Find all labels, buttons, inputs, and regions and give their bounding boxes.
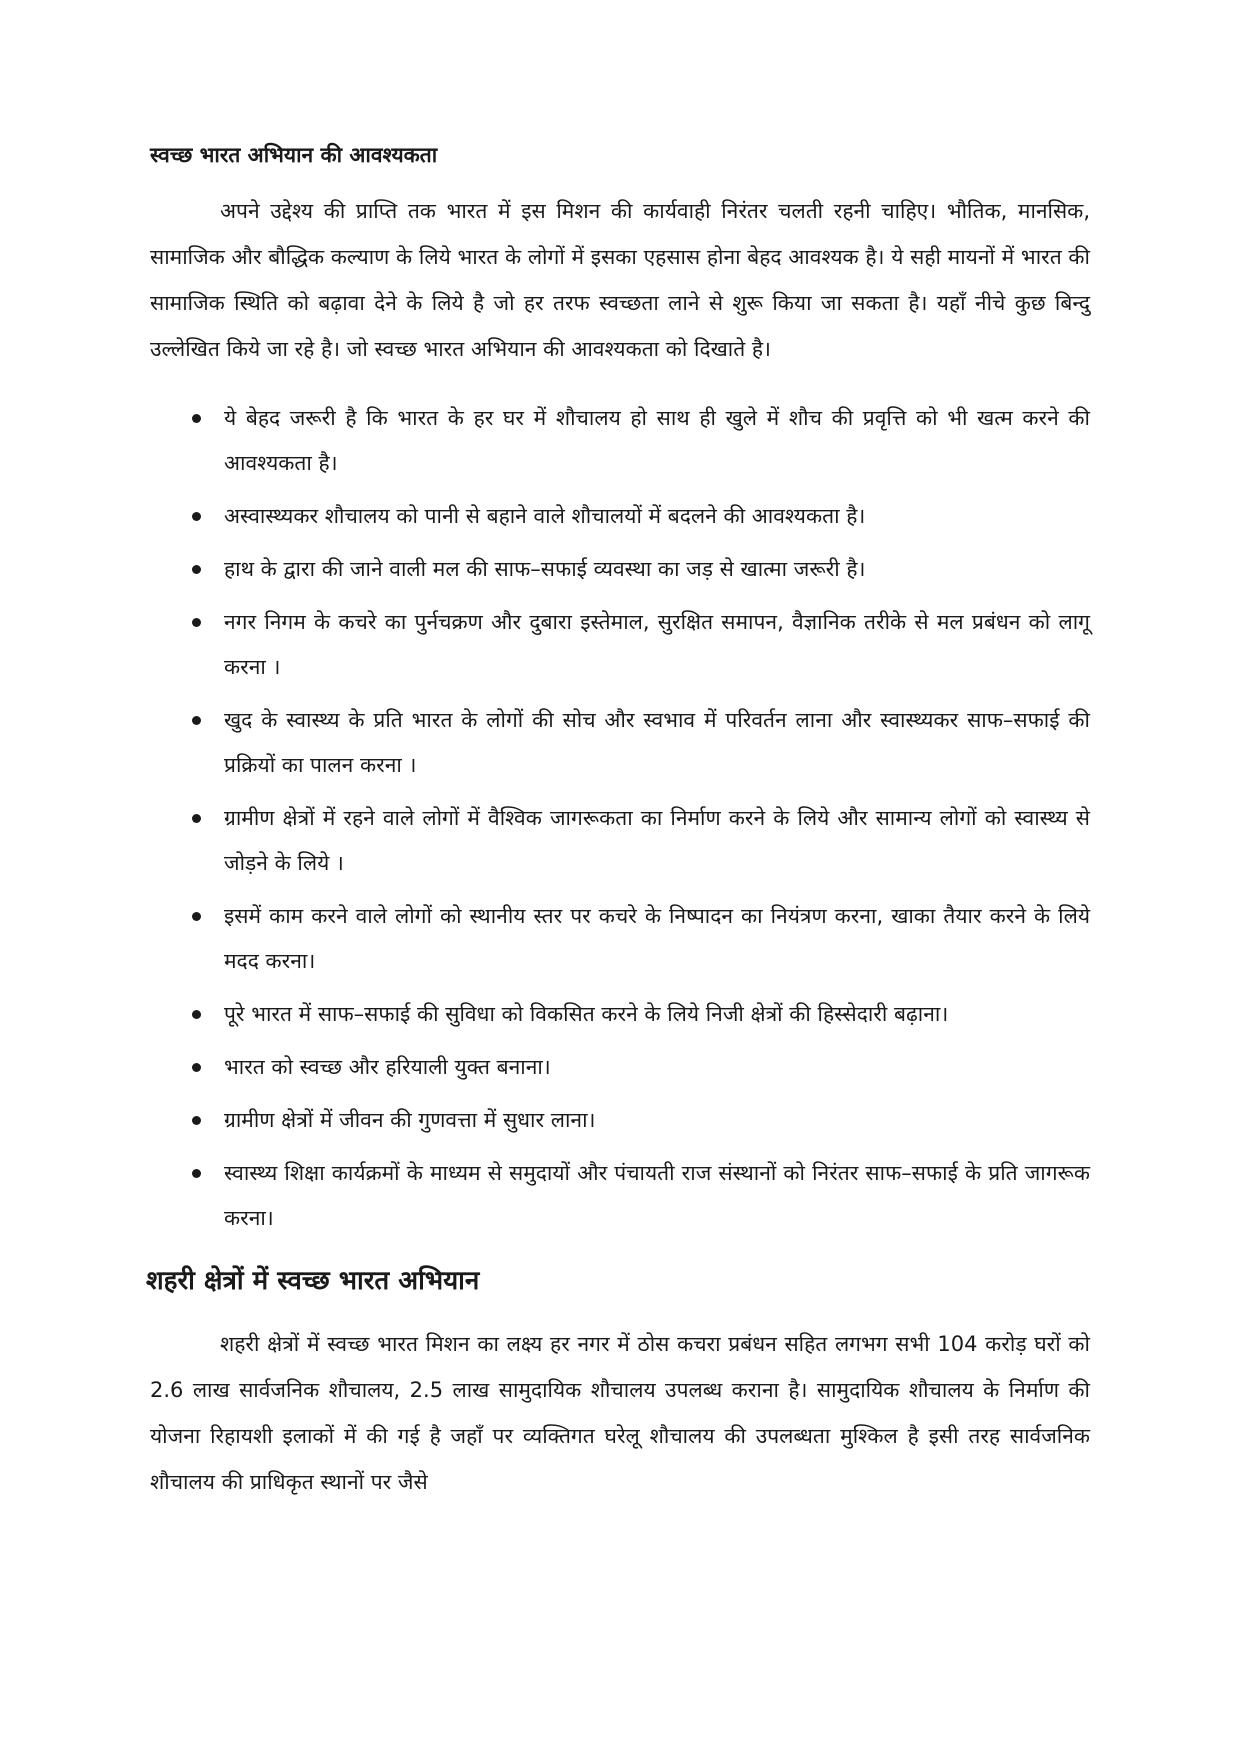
list-item (150, 1151, 1090, 1241)
list-item-text: हाथ के द्वारा की जाने वाली मल की साफ–सफाई व्यवस्था का जड़ से खात्मा जरूरी है। (224, 557, 866, 581)
document-page (146, 140, 1090, 1505)
list-item (150, 1098, 1090, 1143)
list-item-text: नगर निगम के कचरे का पुर्नचक्रण और दुबारा इस्तेमाल, सुरक्षित समापन, वैज्ञानिक तरीके से मल प्रबंधन को लागू करना । (224, 610, 1090, 679)
list-item (150, 894, 1090, 984)
intro-paragraph: अपने उद्देश्य की प्राप्ति तक भारत में इस मिशन की कार्यवाही निरंतर चलती रहनी चाहिए। भौतिक, मानसिक, सामाजिक और बौद्धिक कल्याण के लिये भारत के लोगों में इसका एहसास होना बेहद आवश्यक है। ये सही मायनों में भारत की सामाजिक स्थिति को बढ़ावा देने के लिये है जो हर तरफ स्वच्छता लाने से शुरू किया जा सकता है। यहाँ नीचे कुछ बिन्दु उल्लेखित किये जा रहे है। जो स्वच्छ भारत अभियान की आवश्यकता को दिखाते है। (150, 199, 1090, 361)
list-item-text: ग्रामीण क्षेत्रों में रहने वाले लोगों में वैश्विक जागरूकता का निर्माण करने के लिये और सामान्य लोगों को स्वास्थ्य से जोड़ने के लिये । (224, 806, 1090, 875)
list-item-text: भारत को स्वच्छ और हरियाली युक्त बनाना। (224, 1055, 551, 1079)
list-item (150, 547, 1090, 592)
list-item-text: अस्वास्थ्यकर शौचालय को पानी से बहाने वाले शौचालयों में बदलने की आवश्यकता है। (224, 504, 866, 528)
list-item (150, 494, 1090, 539)
bullet-icon (192, 1063, 201, 1072)
list-item (150, 992, 1090, 1037)
needs-bullet-list (150, 396, 1090, 1241)
section-heading-urban: शहरी क्षेत्रों में स्वच्छ भारत अभियान (146, 1266, 480, 1296)
bullet-icon (192, 1116, 201, 1125)
bullet-icon (192, 912, 201, 921)
bullet-icon (192, 1010, 201, 1019)
list-item (150, 396, 1090, 486)
list-item-text: ग्रामीण क्षेत्रों में जीवन की गुणवत्ता में सुधार लाना। (224, 1108, 596, 1132)
list-item (150, 698, 1090, 788)
list-item-text: खुद के स्वास्थ्य के प्रति भारत के लोगों की सोच और स्वभाव में परिवर्तन लाना और स्वास्थ्यकर साफ–सफाई की प्रक्रियों का पालन करना । (224, 708, 1090, 777)
list-item (150, 600, 1090, 690)
list-item-text: इसमें काम करने वाले लोगों को स्थानीय स्तर पर कचरे के निष्पादन का नियंत्रण करना, खाका तैयार करने के लिये मदद करना। (224, 904, 1090, 973)
list-item (150, 796, 1090, 886)
bullet-icon (192, 1169, 201, 1178)
section-heading-need: स्वच्छ भारत अभियान की आवश्यकता (150, 143, 438, 167)
bullet-icon (192, 565, 201, 574)
list-item-text: स्वास्थ्य शिक्षा कार्यक्रमों के माध्यम से समुदायों और पंचायती राज संस्थानों को निरंतर साफ–सफाई के प्रति जागरूक करना। (224, 1161, 1090, 1230)
bullet-icon (192, 512, 201, 521)
urban-paragraph: शहरी क्षेत्रों में स्वच्छ भारत मिशन का लक्ष्य हर नगर में ठोस कचरा प्रबंधन सहित लगभग सभी 104 करोड़ घरों को 2.6 लाख सार्वजनिक शौचालय, 2.5 लाख सामुदायिक शौचालय उपलब्ध कराना है। सामुदायिक शौचालय के निर्माण की योजना रिहायशी इलाकों में की गई है जहाँ पर व्यक्तिगत घरेलू शौचालय की उपलब्धता मुश्किल है इसी तरह सार्वजनिक शौचालय की प्राधिकृत स्थानों पर जैसे (150, 1332, 1090, 1494)
bullet-icon (192, 716, 201, 725)
bullet-icon (192, 618, 201, 627)
bullet-icon (192, 414, 201, 423)
list-item-text: ये बेहद जरूरी है कि भारत के हर घर में शौचालय हो साथ ही खुले में शौच की प्रवृत्ति को भी खत्म करने की आवश्यकता है। (224, 406, 1090, 475)
bullet-icon (192, 814, 201, 823)
list-item-text: पूरे भारत में साफ–सफाई की सुविधा को विकसित करने के लिये निजी क्षेत्रों की हिस्सेदारी बढ़ाना। (224, 1002, 949, 1026)
list-item (150, 1045, 1090, 1090)
